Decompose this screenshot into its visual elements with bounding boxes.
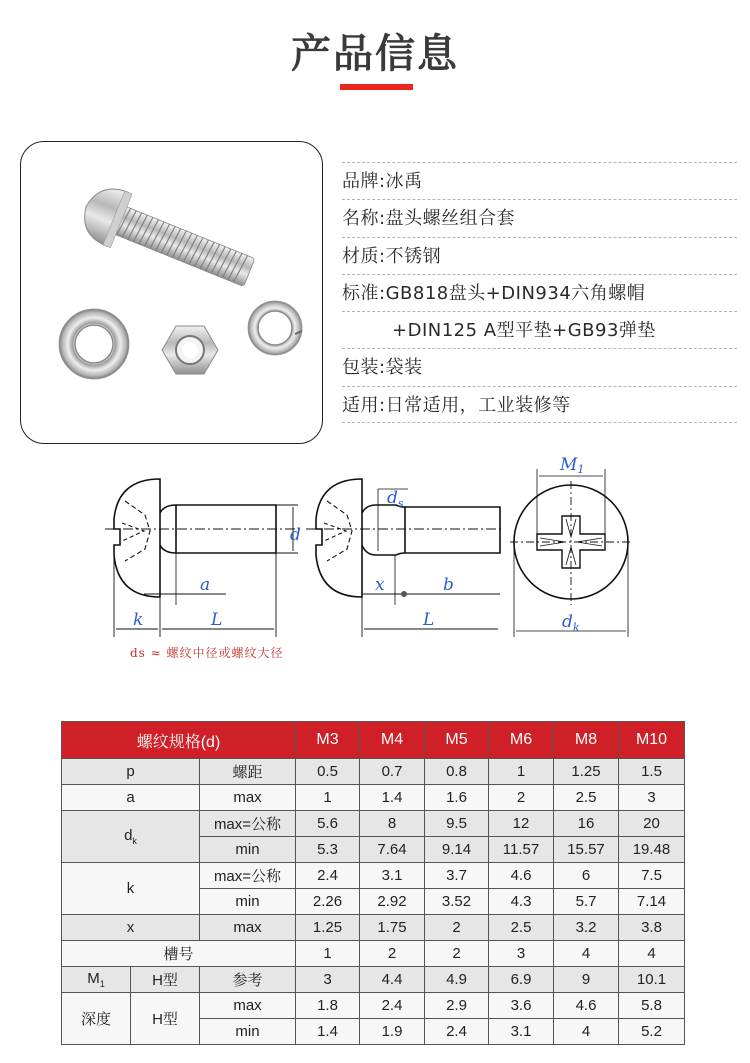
info-standard-continued: +DIN125 A型平垫+GB93弹垫 — [342, 311, 737, 348]
value-cell: 4 — [554, 941, 619, 967]
value-cell: 4.4 — [360, 967, 425, 993]
value-cell: 2.92 — [360, 889, 425, 915]
table-row-depth-max — [62, 993, 685, 1019]
value-cell: 2 — [360, 941, 425, 967]
info-material: 材质:不锈钢 — [342, 237, 737, 274]
info-usage: 适用:日常适用，工业装修等 — [342, 386, 737, 423]
value-cell: 3.6 — [489, 993, 554, 1019]
header-size: M6 — [489, 722, 554, 759]
value-cell: 0.5 — [296, 759, 360, 785]
value-cell: 3.1 — [489, 1019, 554, 1045]
product-photo — [20, 141, 323, 444]
header-size: M10 — [619, 722, 685, 759]
value-cell: 1 — [296, 785, 360, 811]
param-cell: p — [62, 759, 200, 785]
value-cell: 11.57 — [489, 837, 554, 863]
sub-cell: min — [200, 1019, 296, 1045]
page-title: 产品信息 — [291, 31, 459, 77]
value-cell: 3 — [296, 967, 360, 993]
table-row-m1 — [62, 967, 685, 993]
dim-label-b: b — [443, 575, 454, 595]
product-photo-illustration — [21, 142, 323, 444]
value-cell: 2.4 — [360, 993, 425, 1019]
spec-table — [61, 721, 685, 1045]
param-cell: 槽号 — [62, 941, 296, 967]
value-cell: 2.9 — [425, 993, 489, 1019]
header-size: M5 — [425, 722, 489, 759]
value-cell: 2.5 — [489, 915, 554, 941]
table-row-k-max — [62, 863, 685, 889]
header-size: M3 — [296, 722, 360, 759]
value-cell: 5.6 — [296, 811, 360, 837]
value-cell: 6.9 — [489, 967, 554, 993]
value-cell: 1.75 — [360, 915, 425, 941]
value-cell: 2.4 — [296, 863, 360, 889]
product-info-list — [342, 162, 737, 423]
value-cell: 3.1 — [360, 863, 425, 889]
hex-nut-icon — [162, 326, 218, 374]
header-size: M4 — [360, 722, 425, 759]
dim-label-a: a — [200, 575, 211, 595]
value-cell: 10.1 — [619, 967, 685, 993]
value-cell: 1 — [296, 941, 360, 967]
header-thread-spec: 螺纹规格(d) — [62, 722, 296, 759]
info-standard: 标准:GB818盘头+DIN934六角螺帽 — [342, 274, 737, 311]
info-brand: 品牌:冰禹 — [342, 162, 737, 199]
sub-cell: max — [200, 993, 296, 1019]
table-row-dk-max — [62, 811, 685, 837]
value-cell: 19.48 — [619, 837, 685, 863]
value-cell: 3.52 — [425, 889, 489, 915]
value-cell: 7.14 — [619, 889, 685, 915]
value-cell: 0.8 — [425, 759, 489, 785]
value-cell: 1.5 — [619, 759, 685, 785]
value-cell: 5.7 — [554, 889, 619, 915]
value-cell: 1.4 — [296, 1019, 360, 1045]
value-cell: 3.2 — [554, 915, 619, 941]
value-cell: 5.8 — [619, 993, 685, 1019]
value-cell: 12 — [489, 811, 554, 837]
title-underline — [340, 84, 413, 90]
dim-label-ds: $d_s$ — [387, 488, 404, 510]
dim-label-x: x — [375, 575, 385, 595]
value-cell: 1.25 — [554, 759, 619, 785]
param-cell: $M_1$ — [62, 967, 131, 993]
table-row-a — [62, 785, 685, 811]
value-cell: 2 — [425, 915, 489, 941]
sub-cell: 参考 — [200, 967, 296, 993]
sub-cell: max=公称 — [200, 811, 296, 837]
value-cell: 6 — [554, 863, 619, 889]
value-cell: 1.25 — [296, 915, 360, 941]
value-cell: 4.3 — [489, 889, 554, 915]
value-cell: 2 — [489, 785, 554, 811]
info-name: 名称:盘头螺丝组合套 — [342, 199, 737, 236]
type-cell: H型 — [131, 993, 200, 1045]
spring-washer-icon — [248, 301, 302, 355]
flat-washer-icon — [59, 309, 129, 379]
value-cell: 1.4 — [360, 785, 425, 811]
table-row-slot — [62, 941, 685, 967]
dim-label-k: k — [133, 610, 144, 630]
dim-label-d: d — [290, 525, 301, 545]
value-cell: 0.7 — [360, 759, 425, 785]
sub-cell: min — [200, 889, 296, 915]
value-cell: 2 — [425, 941, 489, 967]
sub-cell: max — [200, 785, 296, 811]
value-cell: 5.2 — [619, 1019, 685, 1045]
sub-cell: 螺距 — [200, 759, 296, 785]
param-cell: $d_k$ — [62, 811, 200, 863]
table-row-x — [62, 915, 685, 941]
sub-cell: max=公称 — [200, 863, 296, 889]
value-cell: 3.7 — [425, 863, 489, 889]
value-cell: 7.64 — [360, 837, 425, 863]
info-packaging: 包装:袋装 — [342, 348, 737, 385]
value-cell: 3 — [489, 941, 554, 967]
dim-label-L: L — [211, 610, 223, 630]
value-cell: 4 — [554, 1019, 619, 1045]
value-cell: 3.8 — [619, 915, 685, 941]
value-cell: 20 — [619, 811, 685, 837]
sub-cell: min — [200, 837, 296, 863]
value-cell: 5.3 — [296, 837, 360, 863]
value-cell: 1.8 — [296, 993, 360, 1019]
screw-icon — [75, 180, 260, 300]
ds-note: ds ≈ 螺纹中径或螺纹大径 — [130, 646, 284, 660]
value-cell: 9.5 — [425, 811, 489, 837]
value-cell: 4.6 — [489, 863, 554, 889]
param-cell: a — [62, 785, 200, 811]
dim-label-dk: $d_k$ — [562, 612, 580, 634]
param-cell: k — [62, 863, 200, 915]
value-cell: 2.4 — [425, 1019, 489, 1045]
value-cell: 15.57 — [554, 837, 619, 863]
value-cell: 1 — [489, 759, 554, 785]
value-cell: 9 — [554, 967, 619, 993]
value-cell: 4.9 — [425, 967, 489, 993]
table-header-row — [62, 722, 685, 759]
side-view-1 — [105, 479, 301, 637]
dimension-diagram — [100, 455, 650, 670]
param-cell: 深度 — [62, 993, 131, 1045]
value-cell: 2.26 — [296, 889, 360, 915]
value-cell: 3 — [619, 785, 685, 811]
value-cell: 1.6 — [425, 785, 489, 811]
value-cell: 9.14 — [425, 837, 489, 863]
value-cell: 16 — [554, 811, 619, 837]
table-row-p — [62, 759, 685, 785]
header-size: M8 — [554, 722, 619, 759]
value-cell: 4.6 — [554, 993, 619, 1019]
param-cell: x — [62, 915, 200, 941]
value-cell: 7.5 — [619, 863, 685, 889]
dim-label-L2: L — [423, 610, 435, 630]
top-view — [510, 455, 632, 637]
value-cell: 2.5 — [554, 785, 619, 811]
value-cell: 1.9 — [360, 1019, 425, 1045]
type-cell: H型 — [131, 967, 200, 993]
sub-cell: max — [200, 915, 296, 941]
value-cell: 8 — [360, 811, 425, 837]
value-cell: 4 — [619, 941, 685, 967]
dim-label-M1: M1 — [560, 455, 585, 476]
side-view-2 — [306, 479, 504, 637]
